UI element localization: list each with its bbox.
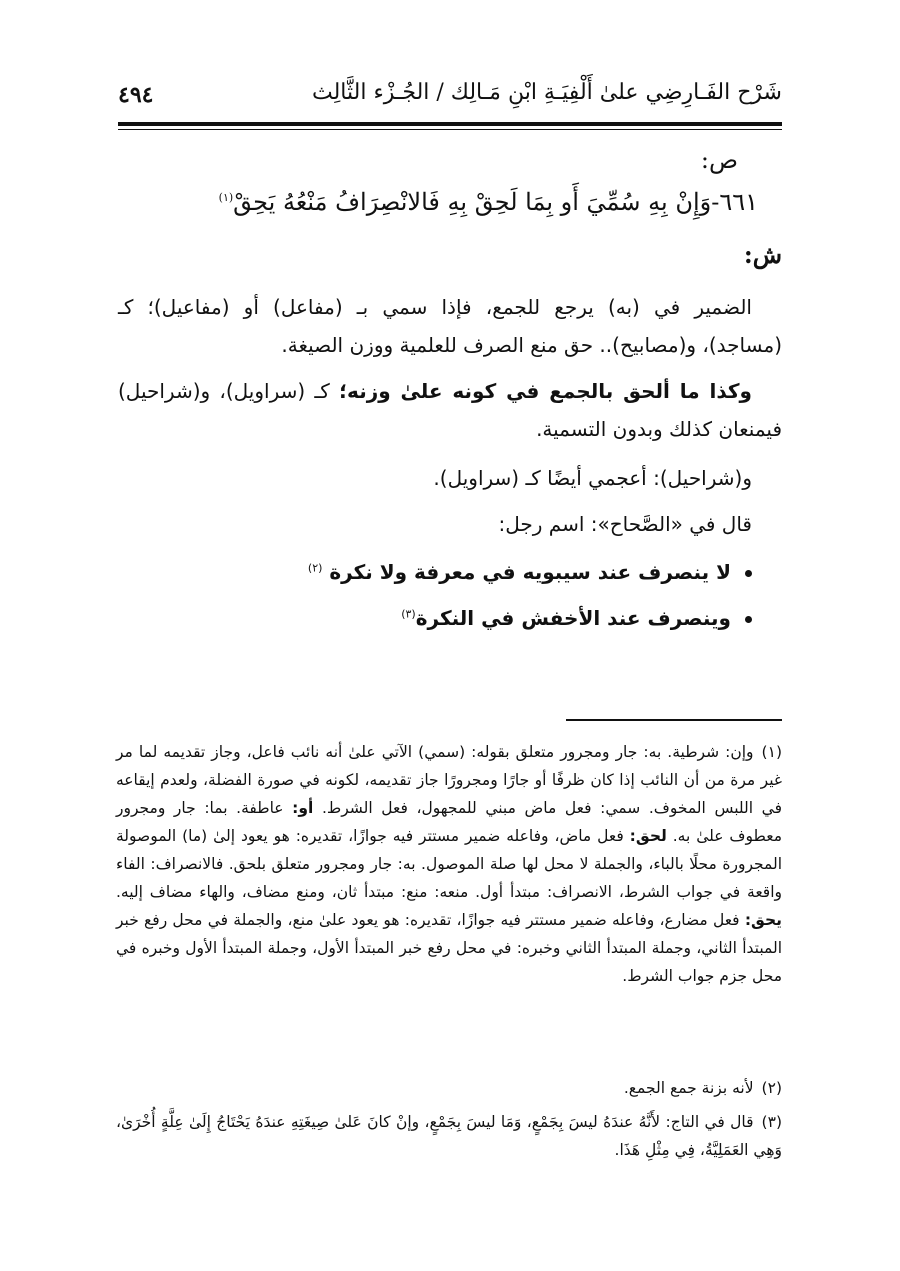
header-rule-thick	[118, 122, 782, 126]
footnote-2-text: لأنه بزنة جمع الجمع.	[623, 1079, 754, 1097]
footnote-1-text-d: فعل مضارع، وفاعله ضمير مستتر فيه جوازًا، تقديره: هو يعود علىٰ منع، والجملة في محل رفع خبر المبتدأ الثاني، وجملة المبتدأ الثاني وخبره: في محل رفع خبر المبتدأ الأول، وجملة المبتدأ الأول وخبره في محل جزم جواب الشرط.	[116, 911, 782, 985]
line-sihah: قال في «الصَّحاح»: اسم رجل:	[498, 512, 752, 536]
paragraph-2-bold: وكذا ما ألحق بالجمع في كونه علىٰ وزنه؛	[339, 379, 752, 403]
bullet-text: وينصرف عند الأخفش في النكرة	[415, 606, 731, 630]
header-rule-thin	[118, 129, 782, 130]
footnote-ref[interactable]: (٢)	[307, 561, 323, 575]
footnote-1-text-b: عاطفة. بما: جار ومجرور معطوف علىٰ به.	[116, 799, 782, 845]
page-header	[118, 78, 782, 118]
footnote-number: (٣)	[761, 1113, 782, 1131]
footnote-1-term-yahiq: يحق:	[744, 911, 782, 929]
footnote-number: (٢)	[761, 1079, 782, 1097]
shin-label: ش:	[743, 240, 782, 269]
paragraph-2	[118, 372, 782, 448]
paragraph-2-rest: كـ (سراويل)، و(شراحيل) فيمنعان كذلك وبدون التسمية.	[118, 379, 782, 441]
footnote-3-text: قال في التاج: لأَنَّهُ عندَهُ ليسَ بِجَمْعٍ، وَمَا ليسَ بِجَمْعٍ، وإنْ كانَ عَلىٰ صِيغَتِهِ عندَهُ يَحْتَاجُ إِلَىٰ عِلَّةٍ أُخْرَىٰ، وَهِي العَمَلِيَّةُ، فِي مِثْلِ هَذَا.	[116, 1113, 782, 1159]
footnote-2	[116, 1074, 782, 1102]
sad-label: ص:	[700, 146, 738, 174]
bullet-sibawayh	[308, 560, 752, 584]
bullet-akhfash	[401, 606, 752, 630]
footnote-1-term-lahiq: لحق:	[629, 827, 667, 845]
bullet-dot-icon	[745, 616, 752, 623]
footnote-1	[116, 738, 782, 990]
verse-footnote-ref[interactable]: (١)	[218, 191, 234, 204]
line-sharahil: و(شراحيل): أعجمي أيضًا كـ (سراويل).	[433, 466, 752, 490]
page-number: ٤٩٤	[118, 82, 154, 108]
footnote-1-term-aw: أو:	[292, 799, 314, 817]
footnote-3	[116, 1108, 782, 1164]
verse-text: وَإِنْ بِهِ سُمِّيَ أَو بِمَا لَحِقْ بِهِ فَالانْصِرَافُ مَنْعُهُ يَحِقْ	[233, 188, 712, 216]
footnote-ref[interactable]: (٣)	[401, 607, 416, 621]
paragraph-1: الضمير في (به) يرجع للجمع، فإذا سمي بـ (مفاعل) أو (مفاعيل)؛ كـ (مساجد)، و(مصابيح).. حق منع الصرف للعلمية ووزن الصيغة.	[118, 295, 782, 357]
verse-number: ٦٦١-	[711, 188, 758, 216]
footnote-1-text-a: وإن: شرطية. به: جار ومجرور متعلق بقوله: (سمي) الآتي علىٰ أنه نائب فاعل، وجاز تقديمه لما مر غير مرة من أن النائب إذا كان ظرفًا أو جارًا ومجرورًا جاز تقديمه، لكونه في صورة الفضلة، ولعدم إيقاعه في اللبس المخوف. سمي: فعل ماض مبني للمجهول، فعل الشرط.	[116, 743, 782, 817]
verse-line	[118, 188, 758, 216]
footnote-1-text-c: فعل ماض، وفاعله ضمير مستتر فيه جوازًا، تقديره: هو يعود إلىٰ (ما) الموصولة المجرورة محلًا بالباء، والجملة لا محل لها صلة الموصول. به: جار ومجرور متعلق بلحق. فالانصراف: الفاء واقعة في جواب الشرط، الانصراف: مبتدأ أول. منعه: منع: مبتدأ ثان، ومنع مضاف، والهاء مضاف إليه.	[116, 827, 782, 901]
bullet-text: لا ينصرف عند سيبويه في معرفة ولا نكرة	[329, 560, 731, 584]
running-title: شَرْح الفَـارِضِي علىٰ أَلْفِيَـةِ ابْنِ مَـالِك / الجُـزْء الثَّالِث	[311, 80, 782, 105]
footnote-separator	[566, 719, 782, 721]
footnote-number: (١)	[761, 743, 782, 761]
bullet-dot-icon	[745, 570, 752, 577]
